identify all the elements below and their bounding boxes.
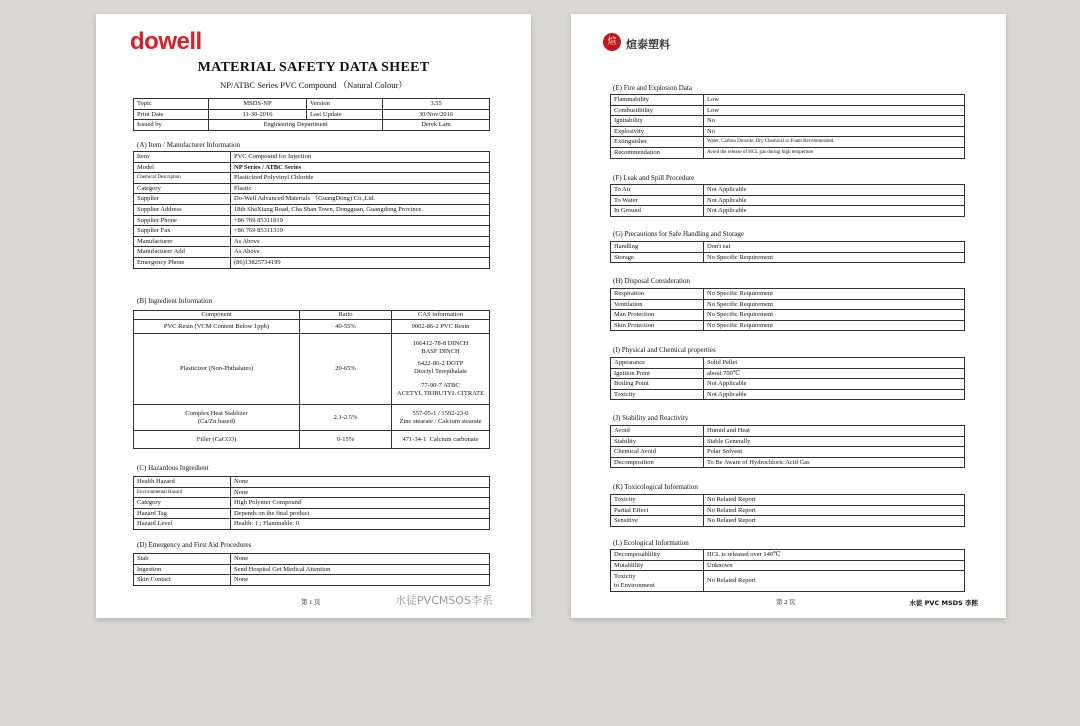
cas-line: Zinc stearate / Calcium stearate	[399, 417, 482, 425]
section-g-table	[610, 241, 965, 263]
row-label: Supplier Address	[134, 204, 231, 215]
section-j-table	[610, 425, 965, 468]
row-label: Decomposition	[611, 457, 704, 468]
row-label: Ingestion	[134, 564, 231, 575]
row-value: To Be Aware of Hydrochloric Acid Gas	[704, 457, 965, 468]
table-row	[611, 95, 965, 106]
row-label: Category	[134, 183, 231, 194]
row-value: (86)13825734199	[231, 257, 490, 268]
header-cell: Print Date	[134, 109, 209, 120]
table-row	[611, 126, 965, 137]
table-row	[611, 560, 965, 571]
dowell-logo: dowell	[130, 28, 202, 55]
page-title: MATERIAL SAFETY DATA SHEET	[197, 60, 430, 75]
table-row	[611, 368, 965, 379]
row-value: None	[231, 487, 490, 498]
msds-page-1	[96, 14, 531, 618]
ratio-cell: 20-65%	[300, 334, 392, 405]
section-b-title: (B) Ingredient Information	[137, 297, 213, 305]
row-label: Flammability	[611, 95, 704, 106]
row-label: Item	[134, 152, 231, 163]
row-value: Not Applicable	[704, 379, 965, 390]
table-row	[134, 236, 490, 247]
row-value: None	[231, 575, 490, 586]
table-row	[611, 242, 965, 253]
row-value: No	[704, 126, 965, 137]
cas-line: 6422-86-2 DOTP	[417, 360, 464, 367]
row-label: Stability	[611, 436, 704, 447]
cas-cell	[392, 431, 490, 449]
header-cell: 30/Nov/2016	[383, 109, 490, 120]
row-value: Not Applicable	[704, 185, 965, 196]
row-value: No Specific Requirement	[704, 320, 965, 331]
header-cell: Topic	[134, 99, 209, 110]
row-label: Appearance	[611, 358, 704, 369]
cas-line: Dioctyl Terepthalate	[413, 368, 468, 375]
section-j-title: (J) Stability and Reactivity	[613, 414, 689, 422]
table-row	[611, 252, 965, 263]
table-row	[134, 204, 490, 215]
component-cell	[134, 405, 300, 431]
section-k-title: (K) Toxicological Information	[613, 483, 698, 491]
row-label: Hazard Level	[134, 519, 231, 530]
row-value: No Specific Requirement	[704, 310, 965, 321]
header-cell: 11-30-2016	[209, 109, 307, 120]
table-row	[134, 431, 490, 449]
column-header: Component	[134, 311, 300, 320]
row-value: No Specific Requirement	[704, 299, 965, 310]
component-cell: Filler (CaCO3)	[134, 431, 300, 449]
row-label: Ignitability	[611, 116, 704, 127]
table-row	[611, 299, 965, 310]
row-label: Avoid	[611, 426, 704, 437]
row-label: Skin Protection	[611, 320, 704, 331]
row-label: Model	[134, 162, 231, 173]
table-row	[611, 147, 965, 158]
table-row	[611, 457, 965, 468]
row-label: Man Protection	[611, 310, 704, 321]
row-label: Ventilation	[611, 299, 704, 310]
row-value: +86 769 85311819	[231, 215, 490, 226]
row-value: No Related Report	[704, 516, 965, 527]
row-value: HCL is released over 140℃	[704, 550, 965, 561]
row-value: None	[231, 554, 490, 565]
row-label: Emergency Phone	[134, 257, 231, 268]
column-header: Ratio	[300, 311, 392, 320]
row-value: Solid Pellet	[704, 358, 965, 369]
msds-page-2	[571, 14, 1006, 618]
table-row	[134, 173, 490, 184]
cas-cell	[392, 334, 490, 405]
row-label: Health Hazard	[134, 477, 231, 488]
row-value: No Related Report	[704, 571, 965, 592]
table-row	[134, 183, 490, 194]
table-row	[611, 436, 965, 447]
section-g-title: (G) Precautions for Safe Handling and Storage	[613, 230, 745, 238]
row-value: High Polymer Compound	[231, 498, 490, 509]
watermark: 水徒PVCMSOS李系	[395, 594, 493, 607]
row-value: PVC Compound for Injection	[231, 152, 490, 163]
ratio-cell: 40-55%	[300, 320, 392, 334]
row-value: +86 769 85311319	[231, 226, 490, 237]
row-label: Mutablility	[611, 560, 704, 571]
table-row	[611, 495, 965, 506]
section-b-table	[133, 310, 490, 449]
table-row	[134, 498, 490, 509]
table-row	[134, 257, 490, 268]
row-label: Toxicity	[611, 495, 704, 506]
header-info-table	[133, 98, 490, 131]
section-d-title: (D) Emergency and First Aid Procedures	[137, 541, 252, 549]
row-label	[611, 571, 704, 592]
table-row	[611, 426, 965, 437]
section-e-title: (E) Fire and Explosion Data	[613, 84, 692, 92]
section-a-title: (A) Item / Manufacturer Information	[137, 141, 241, 149]
table-row	[134, 477, 490, 488]
section-e-table	[610, 94, 965, 159]
table-row	[611, 195, 965, 206]
table-row	[611, 105, 965, 116]
page-number: 第 2 页	[776, 599, 796, 606]
row-value: Health: 1 ; Flammable: 0	[231, 519, 490, 530]
row-label: Supplier	[134, 194, 231, 205]
row-value: Plasticized Polyvinyl Chloride	[231, 173, 490, 184]
row-label: Decomposablility	[611, 550, 704, 561]
row-value: Depends on the final product	[231, 508, 490, 519]
row-label-line: to Environment	[614, 582, 655, 590]
table-row	[611, 206, 965, 217]
cas-line: 557-05-1 / 1592-23-0	[412, 409, 469, 417]
row-label: Combustibility	[611, 105, 704, 116]
table-row	[611, 185, 965, 196]
row-label: Extinguisher	[611, 137, 704, 148]
table-row	[134, 226, 490, 237]
row-label: Handling	[611, 242, 704, 253]
row-value: Plastic	[231, 183, 490, 194]
row-label: Ignition Point	[611, 368, 704, 379]
ratio-cell: 0-15%	[300, 431, 392, 449]
row-value: Do-Well Advanced Materials （GuangDong) Co.,Ltd.	[231, 194, 490, 205]
page-subtitle: NP/ATBC Series PVC Compound （Natural Colour）	[220, 80, 407, 90]
row-value: Not Applicable	[704, 389, 965, 400]
section-f-table	[610, 184, 965, 217]
section-d-table	[133, 553, 490, 586]
row-value: Not Applicable	[704, 195, 965, 206]
row-value: Stable Generally	[704, 436, 965, 447]
row-value: Humid and Heat	[704, 426, 965, 437]
row-label: Chemical Description	[134, 173, 231, 184]
table-row	[611, 310, 965, 321]
row-label: Explosivity	[611, 126, 704, 137]
row-label: Category	[134, 498, 231, 509]
row-value: Low	[704, 95, 965, 106]
footer-right-text: 水徒 PVC MSDS 李熙	[909, 599, 978, 607]
table-row	[611, 571, 965, 592]
row-value: None	[231, 477, 490, 488]
table-row	[611, 289, 965, 300]
row-value: As Above	[231, 236, 490, 247]
table-row	[611, 389, 965, 400]
table-row	[134, 554, 490, 565]
row-value: Polar Solvent	[704, 447, 965, 458]
table-row	[611, 116, 965, 127]
table-row	[134, 334, 490, 405]
header-cell: Version	[307, 99, 383, 110]
row-label: Supplier Phone	[134, 215, 231, 226]
section-l-title: (L) Ecological Information	[613, 539, 689, 547]
row-value: about 700℃	[704, 368, 965, 379]
row-value: NP Series / ATBC Series	[231, 162, 490, 173]
cas-cell	[392, 405, 490, 431]
table-row	[134, 405, 490, 431]
section-a-table	[133, 151, 490, 269]
table-row	[134, 215, 490, 226]
row-label: Chemical Avoid	[611, 447, 704, 458]
table-row	[134, 320, 490, 334]
cas-line: BASF DINCH	[421, 348, 460, 355]
table-row	[134, 519, 490, 530]
row-value: 18th ShaXiang Road, Cha Shan Town, Dongguan, Guangdong Province.	[231, 204, 490, 215]
row-label: Stab	[134, 554, 231, 565]
row-label-line: Toxicity	[614, 573, 636, 581]
row-label: Manufacturer	[134, 236, 231, 247]
row-label: Hazard Tag	[134, 508, 231, 519]
row-label: Manufacturer Add	[134, 247, 231, 258]
cas-line: 166412-78-8 DINCH	[412, 340, 469, 347]
header-cell: Derek Lam	[383, 120, 490, 131]
row-value: As Above	[231, 247, 490, 258]
header-cell: MSDS-NP	[209, 99, 307, 110]
section-h-title: (H) Disposal Consideration	[613, 277, 690, 285]
row-label: Supplier Fax	[134, 226, 231, 237]
row-value: Send Hospital Get Medical Attention	[231, 564, 490, 575]
row-label: Storage	[611, 252, 704, 263]
table-row	[611, 447, 965, 458]
component-line: Complex Heat Stablizer	[185, 409, 248, 417]
table-row	[611, 137, 965, 148]
cas-cell: 9002-86-2 PVC Resin	[392, 320, 490, 334]
header-cell: Last Update	[307, 109, 383, 120]
row-label: Recommendation	[611, 147, 704, 158]
component-cell: Plasticizer (Non-Phthalates)	[134, 334, 300, 405]
row-label: In Ground	[611, 206, 704, 217]
section-c-title: (C) Hazardous Ingredient	[137, 464, 209, 472]
section-l-table	[610, 549, 965, 592]
section-k-table	[610, 494, 965, 527]
row-value: Unknown	[704, 560, 965, 571]
row-label: Respiration	[611, 289, 704, 300]
row-value: No Specific Requirement	[704, 252, 965, 263]
company-seal-icon: 煊	[603, 33, 621, 51]
row-value: No Specific Requirement	[704, 289, 965, 300]
header-cell: 3.55	[383, 99, 490, 110]
table-row	[611, 358, 965, 369]
section-i-table	[610, 357, 965, 400]
table-row	[134, 564, 490, 575]
row-value: Low	[704, 105, 965, 116]
row-label: Boiling Point	[611, 379, 704, 390]
table-row	[134, 162, 490, 173]
page-number: 第 1 页	[301, 599, 321, 606]
ratio-cell: 2.1-2.5%	[300, 405, 392, 431]
component-line: (Ca/Zn based)	[197, 417, 235, 425]
row-label: Sensitive	[611, 516, 704, 527]
row-label: To Water	[611, 195, 704, 206]
cas-line: ACETYL TRIBUTYL CITRATE	[396, 390, 485, 397]
cas-line: 77-90-7 ATBC	[421, 382, 460, 389]
column-header: CAS information	[392, 311, 490, 320]
table-row	[134, 487, 490, 498]
row-label: Skin Contact	[134, 575, 231, 586]
row-value: No	[704, 116, 965, 127]
section-c-table	[133, 476, 490, 530]
row-label: To Air	[611, 185, 704, 196]
row-value: Avoid the release of HCL gas during high temperture	[704, 147, 965, 158]
row-label: Toxicity	[611, 389, 704, 400]
cas-line: 471-34-1	[402, 435, 427, 443]
table-row	[611, 320, 965, 331]
row-value: Not Applicable	[704, 206, 965, 217]
table-row	[134, 152, 490, 163]
cas-line: Calcium carbonate	[429, 435, 479, 443]
table-row	[611, 516, 965, 527]
table-row	[134, 575, 490, 586]
header-cell: Engineering Department	[209, 120, 383, 131]
section-h-table	[610, 288, 965, 331]
row-label: Partial Effect	[611, 505, 704, 516]
brand-name: 煊泰塑料	[626, 38, 670, 51]
row-value: No Related Report	[704, 505, 965, 516]
table-row	[611, 379, 965, 390]
row-label: Environmental Hazard	[134, 487, 231, 498]
section-f-title: (F) Leak and Spill Procedure	[613, 174, 695, 182]
table-row	[134, 194, 490, 205]
table-row	[611, 505, 965, 516]
row-value: Don't eat	[704, 242, 965, 253]
table-row	[134, 247, 490, 258]
component-cell: PVC Resin (VCM Content Below 1ppb)	[134, 320, 300, 334]
row-value: Water, Carbon Dioxide, Dry Chemical or Foam Recommended.	[704, 137, 965, 148]
table-row	[611, 550, 965, 561]
header-cell: Issued by	[134, 120, 209, 131]
table-row	[134, 508, 490, 519]
row-value: No Related Report	[704, 495, 965, 506]
table-row	[134, 311, 490, 320]
section-i-title: (I) Physical and Chemical properties	[613, 346, 716, 354]
